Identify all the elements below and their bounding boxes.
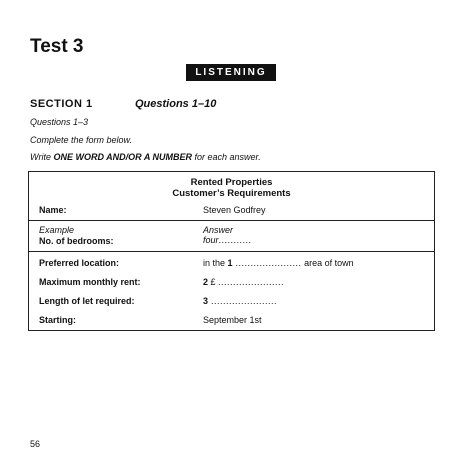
rent-answer: 2 £ ...................... <box>203 277 285 287</box>
name-value: Steven Godfrey <box>203 205 266 215</box>
page-title: Test 3 <box>30 36 84 57</box>
length-label: Length of let required: <box>39 296 135 306</box>
question-1-number: 1 <box>227 258 233 268</box>
requirements-form <box>28 171 435 331</box>
start-label: Starting: <box>39 315 76 325</box>
answer-blank-1[interactable]: ...................... <box>232 258 302 268</box>
instruction-complete-form: Complete the form below. <box>30 135 133 145</box>
sub-question-range: Questions 1–3 <box>30 117 89 127</box>
location-label: Preferred location: <box>39 258 120 268</box>
listening-badge: LISTENING <box>186 64 276 81</box>
bedrooms-label: No. of bedrooms: <box>39 236 114 246</box>
answer-label: Answer <box>203 225 234 235</box>
form-divider <box>29 220 434 221</box>
form-title-line1: Rented Properties <box>190 177 273 188</box>
bedrooms-value: four <box>203 235 219 245</box>
bedrooms-answer <box>203 235 252 245</box>
question-3-number: 3 <box>203 296 209 306</box>
example-label: Example <box>39 225 75 235</box>
section-range: Questions 1–10 <box>135 98 217 110</box>
bedrooms-dots: ........... <box>218 235 252 245</box>
answer-blank-2[interactable]: ...................... <box>218 277 285 287</box>
question-2-number: 2 <box>203 277 209 287</box>
answer-blank-3[interactable]: ...................... <box>208 296 278 306</box>
instruction-word-limit: Write ONE WORD AND/OR A NUMBER for each answer. <box>30 152 261 162</box>
location-answer: in the 1 ...................... area of town <box>203 258 354 268</box>
length-answer <box>203 296 277 306</box>
name-label: Name: <box>39 205 67 215</box>
form-divider <box>29 251 434 252</box>
start-value: September 1st <box>203 315 262 325</box>
page-number: 56 <box>30 439 41 449</box>
section-title: SECTION 1 <box>30 98 93 110</box>
form-title-line2: Customer’s Requirements <box>172 188 291 199</box>
rent-label: Maximum monthly rent: <box>39 277 141 287</box>
